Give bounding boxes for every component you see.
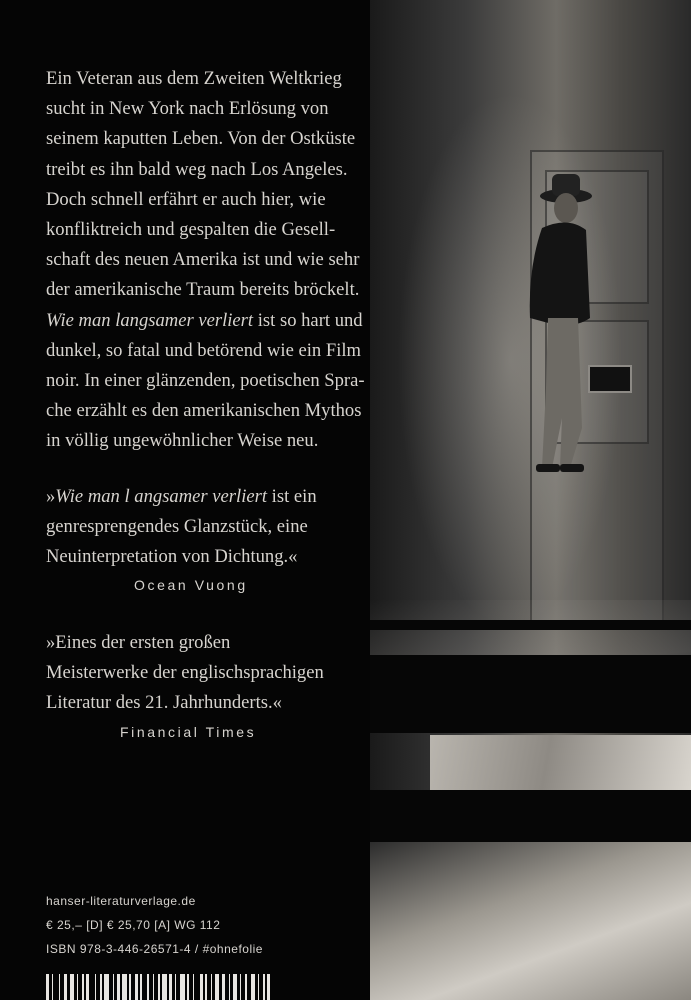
barcode-bar: [135, 974, 138, 1000]
barcode-bar: [245, 974, 247, 1000]
blurb-line: Doch schnell erfährt er auch hier, wie: [46, 188, 326, 210]
black-stripe-2: [370, 655, 691, 733]
barcode-bar: [100, 974, 102, 1000]
barcode-bar: [233, 974, 238, 1000]
barcode-bar: [240, 974, 242, 1000]
barcode-bar: [82, 974, 84, 1000]
barcode-bar: [140, 974, 142, 1000]
quote-author-financial-times: Financial Times: [120, 724, 257, 740]
barcode-bar: [222, 974, 225, 1000]
quote-line: Literatur des 21. Jahrhunderts.«: [46, 692, 282, 714]
barcode-bar: [175, 974, 177, 1000]
barcode-bar: [122, 974, 127, 1000]
barcode-bar: [129, 974, 131, 1000]
price-info: € 25,– [D] € 25,70 [A] WG 112: [46, 918, 221, 932]
barcode-bar: [258, 974, 260, 1000]
blurb-line-rest: ist so hart und: [253, 309, 363, 331]
barcode-bar: [205, 974, 207, 1000]
quote-line: »Eines der ersten großen: [46, 632, 231, 653]
blurb-line: dunkel, so fatal und betörend wie ein Film: [46, 339, 361, 361]
barcode-bar: [169, 974, 172, 1000]
barcode-bar: [86, 974, 89, 1000]
publisher-website: hanser-literaturverlage.de: [46, 894, 196, 908]
quote-line: genresprengendes Glanzstück, eine: [46, 516, 308, 538]
barcode-bar: [187, 974, 189, 1000]
blurb-line: in völlig ungewöhnlicher Weise neu.: [46, 430, 319, 452]
barcode-bar: [117, 974, 120, 1000]
barcode-bar: [158, 974, 160, 1000]
barcode-bar: [193, 974, 195, 1000]
blurb-line: che erzählt es den amerikanischen Mythos: [46, 400, 362, 422]
barcode-bar: [162, 974, 167, 1000]
blurb-text: [46, 64, 376, 457]
photo-pavement: [370, 840, 691, 1000]
barcode-bar: [200, 974, 203, 1000]
barcode-bar: [153, 974, 155, 1000]
barcode-bar: [113, 974, 115, 1000]
black-stripe-1: [370, 620, 691, 630]
blurb-line: [46, 306, 376, 336]
quote-line-rest: ist ein: [267, 486, 317, 507]
quote-ocean-vuong: [46, 482, 376, 573]
quote-line: Meisterwerke der englischsprachigen: [46, 662, 324, 684]
blurb-line: schaft des neuen Amerika ist und wie sehr: [46, 249, 360, 271]
cover-photo: [370, 0, 691, 1000]
barcode-bar: [263, 974, 265, 1000]
blurb-line: konfliktreich und gespalten die Gesell-: [46, 219, 336, 241]
quote-line: [46, 482, 376, 512]
blurb-line: noir. In einer glänzenden, poetischen Spra-: [46, 370, 365, 392]
book-title-italic: Wie man langsamer verliert: [46, 309, 254, 331]
quote-book-title-italic: Wie man l angsamer verliert: [55, 486, 268, 507]
blurb-line: Ein Veteran aus dem Zweiten Weltkrieg: [46, 68, 342, 89]
barcode-bar: [180, 974, 185, 1000]
barcode-bar: [251, 974, 256, 1000]
quote-author-ocean-vuong: Ocean Vuong: [134, 577, 248, 593]
barcode-bar: [215, 974, 220, 1000]
barcode-bar: [147, 974, 149, 1000]
photo-sidewalk-strip: [430, 735, 691, 790]
barcode-bar: [46, 974, 49, 1000]
isbn-info: ISBN 978-3-446-26571-4 / #ohnefolie: [46, 942, 263, 956]
barcode-bar: [267, 974, 270, 1000]
barcode-bar: [64, 974, 67, 1000]
barcode-bar: [229, 974, 231, 1000]
blurb-line: sucht in New York nach Erlösung von: [46, 98, 329, 120]
blurb-line: treibt es ihn bald weg nach Los Angeles.: [46, 158, 348, 180]
barcode-bar: [104, 974, 109, 1000]
quote-line: Neuinterpretation von Dichtung.«: [46, 546, 298, 568]
barcode-bar: [70, 974, 75, 1000]
blurb-line: seinem kaputten Leben. Von der Ostküste: [46, 128, 356, 150]
walking-man-silhouette: [490, 168, 600, 498]
isbn-barcode: [46, 974, 356, 1000]
barcode-bar: [59, 974, 61, 1000]
barcode-bar: [77, 974, 79, 1000]
barcode-bar: [211, 974, 213, 1000]
quote-open-mark: »: [46, 486, 56, 507]
quote-financial-times: [46, 628, 376, 719]
blurb-line: der amerikanische Traum bereits bröckelt.: [46, 279, 360, 301]
barcode-bar: [52, 974, 54, 1000]
black-stripe-3: [370, 790, 691, 842]
barcode-bar: [95, 974, 97, 1000]
